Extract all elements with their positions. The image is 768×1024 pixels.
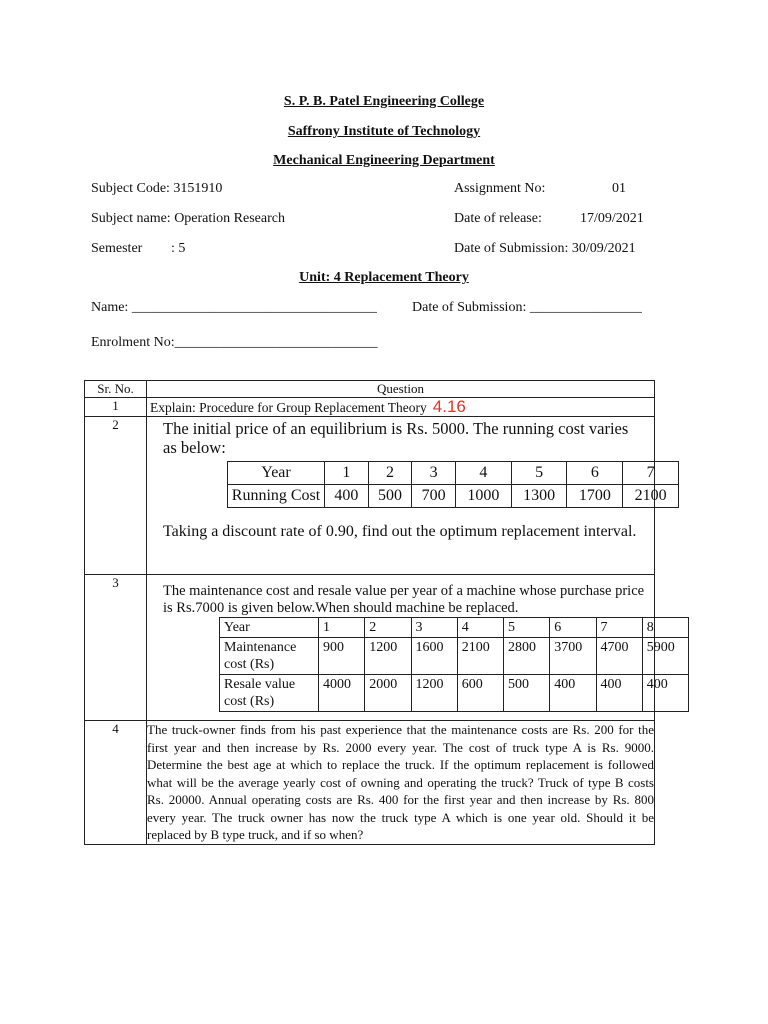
date-of-submission-field: Date of Submission: ________________: [412, 300, 642, 315]
year-cell: 2: [368, 462, 412, 485]
release-label: Date of release:: [454, 211, 542, 226]
maintenance-cell: 1200: [365, 638, 411, 675]
running-cost-table: [227, 461, 679, 508]
assignment-label: Assignment No:: [454, 181, 546, 196]
sr-no-2: 2: [85, 417, 147, 575]
resale-row: [220, 675, 689, 712]
department-name: Mechanical Engineering Department: [273, 153, 495, 168]
resale-cell: 600: [457, 675, 503, 712]
year-label: Year: [220, 618, 319, 638]
table-header-row: [85, 381, 655, 398]
resale-cell: 400: [550, 675, 596, 712]
resale-cell: 500: [504, 675, 550, 712]
year-row: [228, 462, 679, 485]
year-cell: 7: [596, 618, 642, 638]
resale-cell: 400: [596, 675, 642, 712]
year-cell: 4: [456, 462, 512, 485]
subject-name: Subject name: Operation Research: [91, 211, 285, 226]
question-4: The truck-owner finds from his past experience that the maintenance costs are Rs. 200 for the first year and then increase by Rs. 2000 every year. The cost of truck type A is Rs. 9000. Determine the best age at which to replace the truck. If the optimum replacement is followed what will be the average yearly cost of owning and operating the truck? Truck of type B costs Rs. 20000. Annual operating costs are Rs. 400 for the first year and then increase by Rs. 800 every year. The truck owner has now the truck type A which is one year old. Should it be replaced by B type truck, and if so when?: [147, 722, 654, 842]
running-cost-cell: 500: [368, 485, 412, 508]
question-2-footer: Taking a discount rate of 0.90, find out the optimum replacement interval.: [163, 523, 637, 540]
year-cell: 1: [319, 618, 365, 638]
year-cell: 5: [504, 618, 550, 638]
year-cell: 8: [642, 618, 688, 638]
question-1-text: Explain: Procedure for Group Replacement Theory: [150, 400, 427, 415]
handwritten-note: 4.16: [432, 397, 466, 416]
maintenance-resale-table: [219, 617, 689, 712]
maintenance-label: Maintenance cost (Rs): [220, 638, 319, 675]
release-value: 17/09/2021: [580, 211, 644, 226]
semester-label: Semester: [91, 241, 143, 256]
running-cost-cell: 1000: [456, 485, 512, 508]
running-cost-label: Running Cost: [228, 485, 325, 508]
header-question: Question: [147, 381, 655, 398]
year-row: [220, 618, 689, 638]
question-table: [84, 380, 675, 845]
year-cell: 3: [412, 462, 456, 485]
running-cost-cell: 1300: [511, 485, 567, 508]
year-cell: 6: [567, 462, 623, 485]
maintenance-cell: 900: [319, 638, 365, 675]
running-cost-cell: 1700: [567, 485, 623, 508]
maintenance-row: [220, 638, 689, 675]
question-2-text: The initial price of an equilibrium is Rs. 5000. The running cost varies as below:: [163, 419, 629, 457]
maintenance-cell: 2100: [457, 638, 503, 675]
name-field: Name: ___________________________________: [91, 300, 377, 315]
year-cell: 5: [511, 462, 567, 485]
institute-name: Saffrony Institute of Technology: [287, 124, 481, 139]
question-row-1: [85, 398, 655, 417]
resale-label: Resale value cost (Rs): [220, 675, 319, 712]
submission-date: Date of Submission: 30/09/2021: [454, 241, 636, 256]
subject-code: Subject Code: 3151910: [91, 181, 223, 196]
running-cost-cell: 400: [325, 485, 369, 508]
sr-no-1: 1: [85, 398, 147, 417]
question-row-4: [85, 721, 655, 845]
maintenance-cell: 4700: [596, 638, 642, 675]
running-cost-cell: 2100: [623, 485, 679, 508]
maintenance-cell: 5900: [642, 638, 688, 675]
year-cell: 7: [623, 462, 679, 485]
assignment-value: 01: [612, 181, 626, 196]
question-3-text: The maintenance cost and resale value per year of a machine whose purchase price is Rs.7000 is given below.When should machine be replaced.: [163, 583, 645, 616]
semester-value: : 5: [171, 241, 186, 256]
sr-no-4: 4: [85, 721, 147, 845]
year-label: Year: [228, 462, 325, 485]
question-2: [147, 417, 667, 575]
resale-cell: 1200: [411, 675, 457, 712]
year-cell: 2: [365, 618, 411, 638]
sr-no-3: 3: [85, 575, 147, 721]
maintenance-cell: 2800: [504, 638, 550, 675]
year-cell: 4: [457, 618, 503, 638]
maintenance-cell: 1600: [411, 638, 457, 675]
year-cell: 1: [325, 462, 369, 485]
unit-title: Unit: 4 Replacement Theory: [299, 270, 469, 285]
header-sr-no: Sr. No.: [85, 381, 147, 398]
resale-cell: 4000: [319, 675, 365, 712]
enrolment-field: Enrolment No:_____________________________: [91, 335, 378, 350]
question-1: [147, 398, 655, 417]
resale-cell: 2000: [365, 675, 411, 712]
running-cost-row: [228, 485, 679, 508]
year-cell: 3: [411, 618, 457, 638]
running-cost-cell: 700: [412, 485, 456, 508]
question-row-2: [85, 417, 655, 575]
year-cell: 6: [550, 618, 596, 638]
college-name: S. P. B. Patel Engineering College: [283, 94, 485, 109]
resale-cell: 400: [642, 675, 688, 712]
question-3: [147, 575, 675, 721]
question-row-3: [85, 575, 655, 721]
maintenance-cell: 3700: [550, 638, 596, 675]
